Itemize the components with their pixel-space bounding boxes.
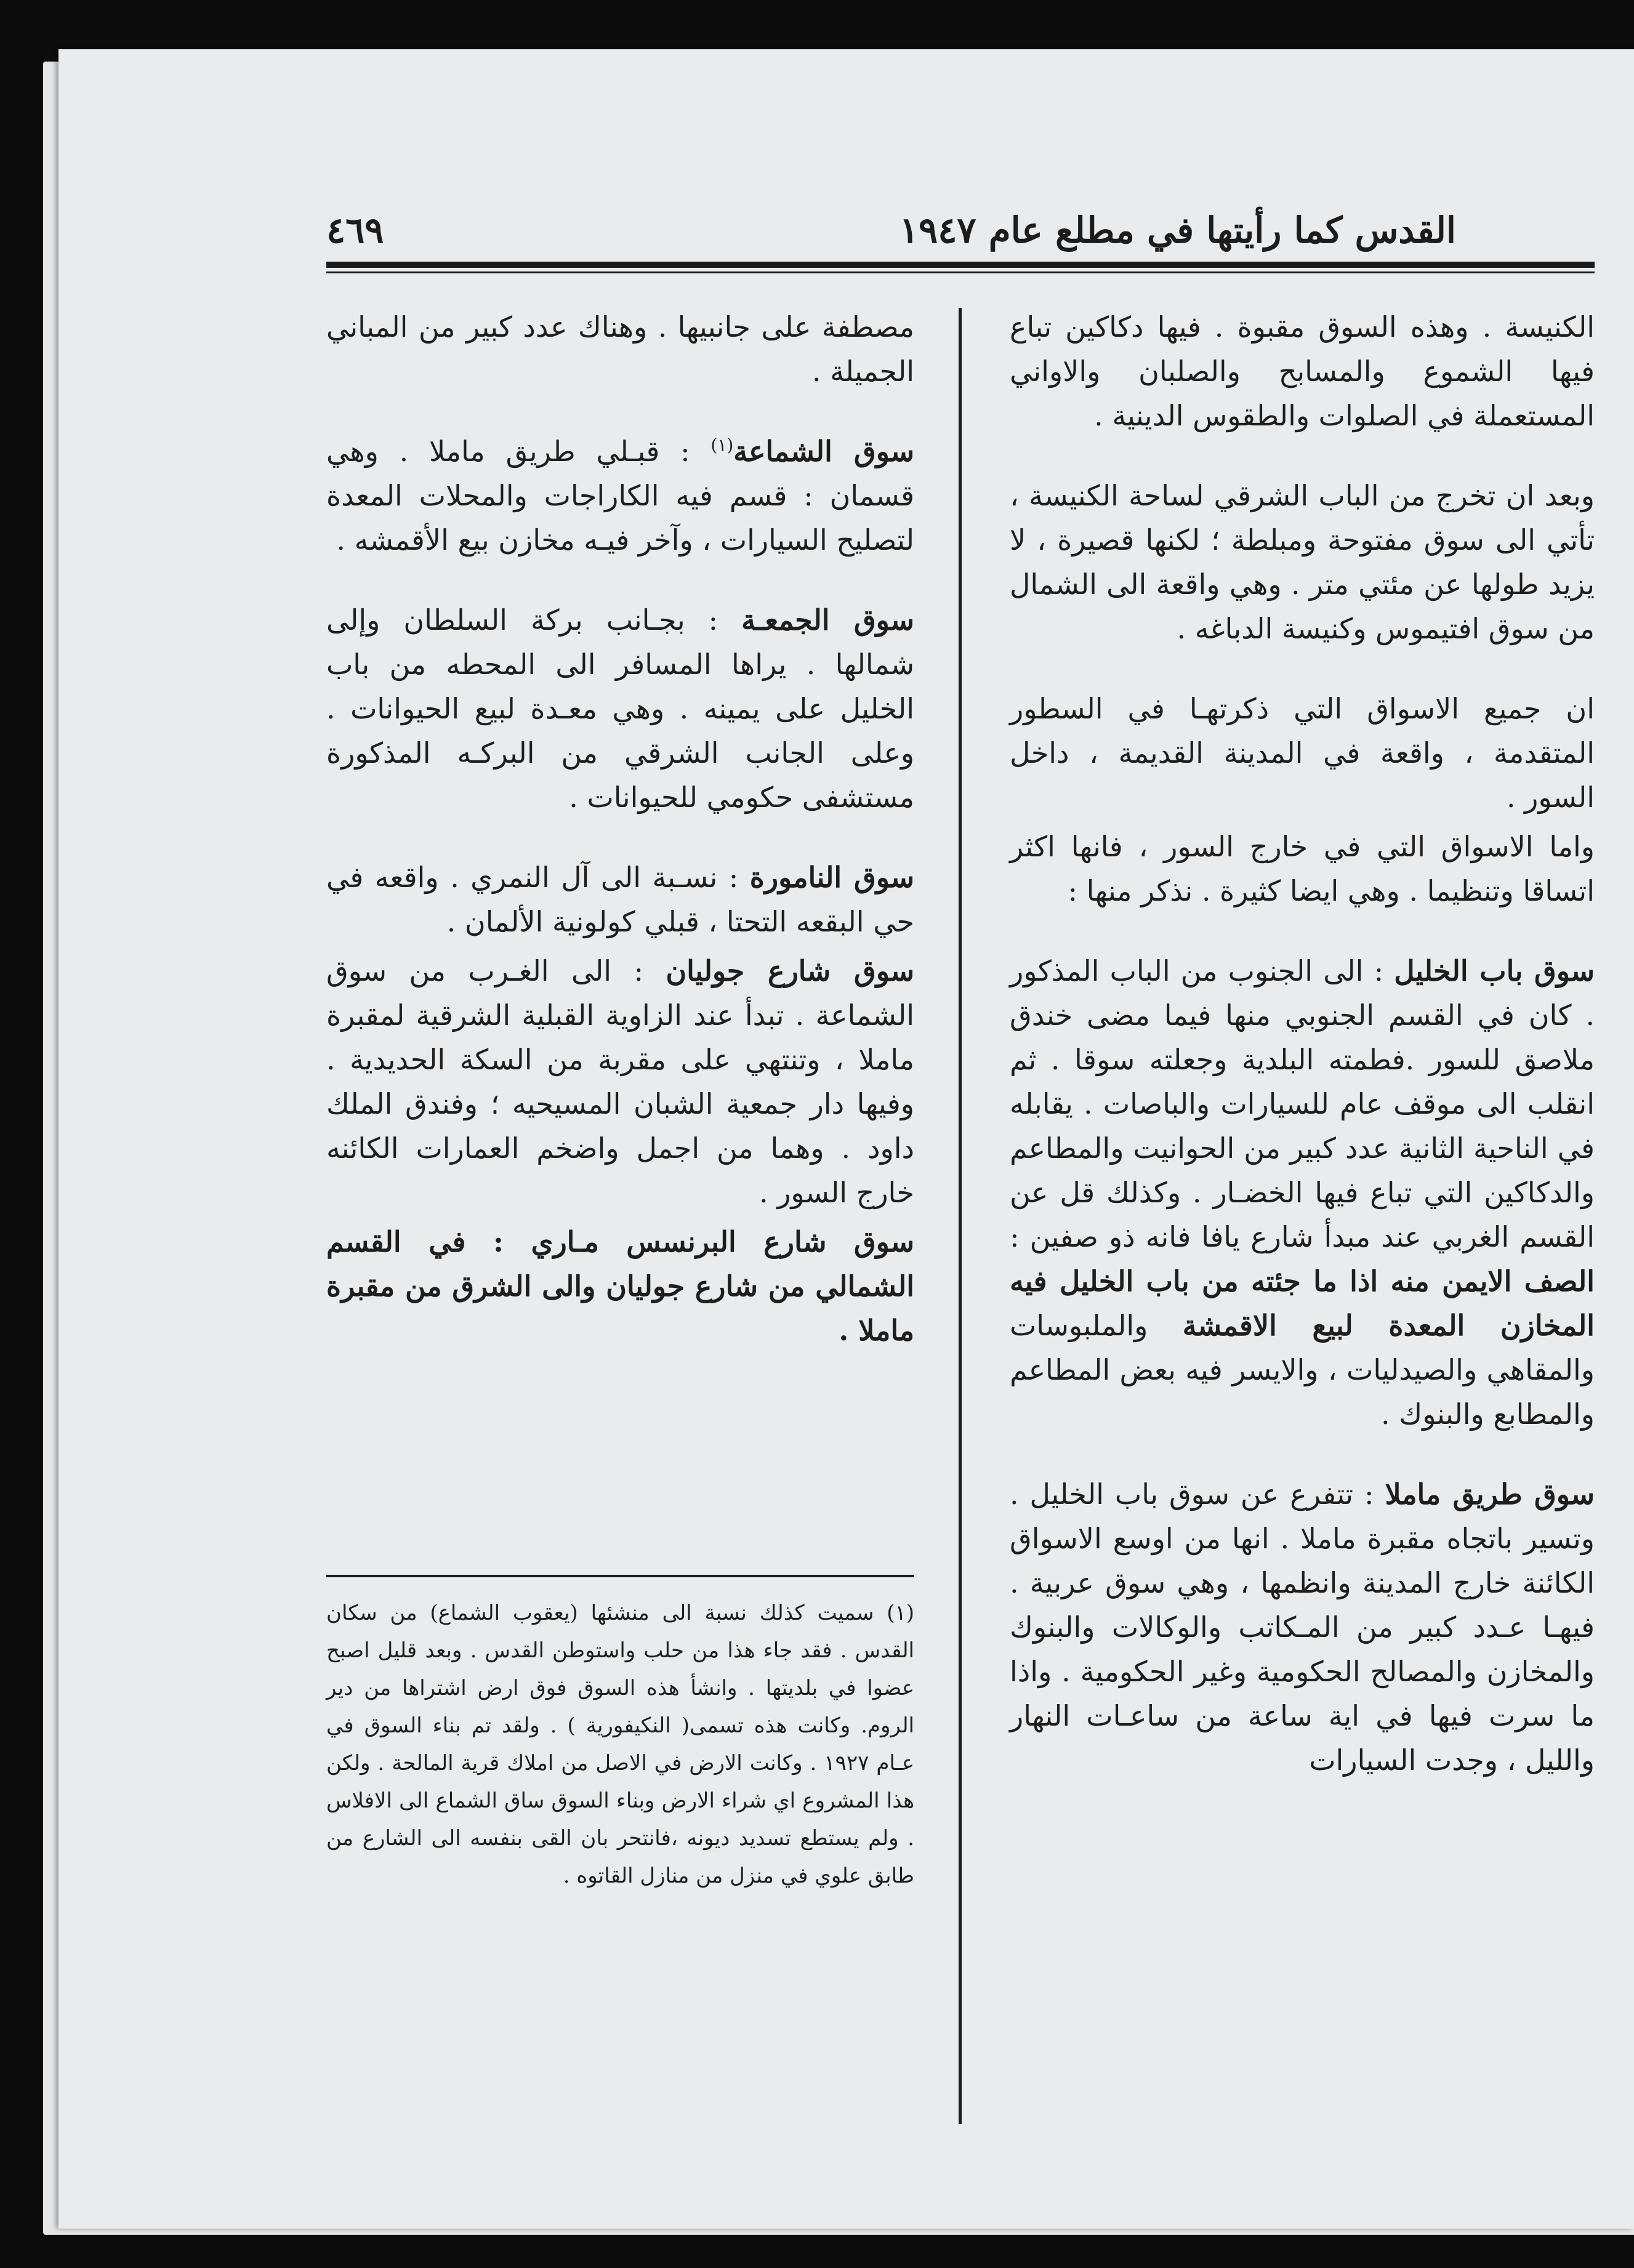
section-text: : قبـلي طريق ماملا . وهي قسمان : قسم فيه الكاراجات والمحلات المعدة لتصليح السيارات ، وآخر فيـه مخازن بيع الأقمشه . bbox=[326, 435, 914, 557]
section-text: : تتفرع عن سوق باب الخليل . وتسير باتجاه مقبرة ماملا . انها من اوسع الاسواق الكائنة خارج المدينة وانظمها ، وهي سوق عربية . فيهـا عـدد كبير من المـكاتب والوكالات والبنوك والمخازن والمصالح الحكومية وغير الحكومية . واذا ما سرت فيها في اية ساعة من ساعـات النهار والليل ، وجدت السيارات bbox=[1010, 1478, 1595, 1777]
section-emphasis: الصف الايمن منه اذا ما جئته من باب الخليل فيه المخازن المعدة لبيع الاقمشة bbox=[1010, 1265, 1595, 1342]
section-mamilla-road bbox=[1010, 1472, 1595, 1782]
section-text: : بجـانب بركة السلطان وإلى شمالها . يراها المسافر الى المحطه من باب الخليل على يمينه . وهي معـدة لبيع الحيوانات . وعلى الجانب الشرقي من البركـه المذكورة مستشفى حكومي للحيوانات . bbox=[326, 603, 914, 814]
paragraph: ان جميع الاسواق التي ذكرتهـا في السطور المتقدمة ، واقعة في المدينة القديمة ، داخل السور . bbox=[1010, 692, 1595, 814]
section-text: : نسـبة الى آل النمري . واقعه في حي البقعه التحتا ، قبلي كولونية الألمان . bbox=[326, 861, 914, 938]
footnote: (١) سميت كذلك نسبة الى منشئها (يعقوب الشماع) من سكان القدس . فقد جاء هذا من حلب واستوطن القدس . وبعد قليل اصبح عضوا في بلديتها . وانشأ هذه السوق فوق ارض اشتراها من دير الروم. وكانت هذه تسمى( النكيفورية ) . ولقد تم بناء السوق في عـام ١٩٢٧ . وكانت الارض في الاصل من املاك قرية المالحة . ولكن هذا المشروع اي شراء الارض وبناء السوق ساق الشماع الى الافلاس . ولم يستطع تسديد ديونه ،فانتحر بان القى بنفسه الى الشارع من طابق علوي في منزل من منازل القاتوه . bbox=[326, 1601, 915, 1888]
section-text: : الى الغـرب من سوق الشماعة . تبدأ عند الزاوية القبلية الشرقية لمقبرة ماملا ، وتنتهي على مقربة من السكة الحديدية . وفيها دار جمعية الشبان المسيحيه ؛ وفندق الملك داود . وهما من اجمل واضخم العمارات الكائنه خارج السور . bbox=[326, 954, 914, 1209]
section-heading: سوق النامورة bbox=[749, 861, 914, 894]
section-princess-mary-street bbox=[326, 1220, 914, 1353]
section-heading: سوق شارع جوليان bbox=[666, 954, 914, 987]
page-header bbox=[326, 203, 1595, 271]
section-bab-al-khalil bbox=[1010, 949, 1595, 1436]
right-column bbox=[1010, 305, 1595, 1818]
section-heading: سوق شارع البرنسس مـاري bbox=[531, 1225, 914, 1258]
section-heading: سوق طريق ماملا bbox=[1385, 1478, 1595, 1511]
paragraph: واما الاسواق التي في خارج السور ، فانها اكثر اتساقا وتنظيما . وهي ايضا كثيرة . نذكر منها : bbox=[1010, 830, 1595, 907]
section-juma bbox=[326, 598, 914, 819]
header-rule-thin bbox=[326, 271, 1595, 273]
footnote-marker: (١) bbox=[710, 435, 734, 456]
paragraph: الكنيسة . وهذه السوق مقبوة . فيها دكاكين تباع فيها الشموع والمسابح والصلبان والاواني المستعملة في الصلوات والطقوس الدينية . bbox=[1010, 310, 1595, 432]
section-text: : الى الجنوب من الباب المذكور . كان في القسم الجنوبي منها فيما مضى خندق ملاصق للسور .فطمته البلدية وجعلته سوقا . ثم انقلب الى موقف عام للسيارات والباصات . يقابله في الناحية الثانية عدد كبير من الحوانيت والمطاعم والدكاكين التي تباع فيها الخضـار . وكذلك قل عن القسم الغربي عند مبدأ شارع يافا فانه ذو صفين : bbox=[1010, 954, 1595, 1253]
paragraph: وبعد ان تخرج من الباب الشرقي لساحة الكنيسة ، تأتي الى سوق مفتوحة ومبلطة ؛ لكنها قصيرة ، لا يزيد طولها عن مئتي متر . وهي واقعة الى الشمال من سوق افتيموس وكنيسة الدباغه . bbox=[1010, 479, 1595, 645]
running-title: القدس كما رأيتها في مطلع عام ١٩٤٧ bbox=[899, 209, 1456, 251]
section-text: والملبوسات والمقاهي والصيدليات ، والايسر فيه بعض المطاعم والمطابع والبنوك . bbox=[1010, 1309, 1595, 1431]
column-divider bbox=[959, 308, 962, 2124]
left-column bbox=[326, 305, 914, 1388]
section-heading: سوق الجمعـة bbox=[741, 603, 914, 637]
section-text: : في القسم الشمالي من شارع جوليان والى الشرق من مقبرة ماملا . bbox=[326, 1225, 914, 1347]
paragraph: مصطفة على جانبيها . وهناك عدد كبير من المباني الجميلة . bbox=[326, 310, 914, 388]
footnote-rule bbox=[326, 1575, 914, 1577]
header-rule-thick bbox=[326, 262, 1595, 268]
section-shamaa bbox=[326, 429, 914, 562]
section-namura bbox=[326, 855, 914, 944]
section-heading: سوق باب الخليل bbox=[1394, 954, 1595, 987]
page-number: ٤٦٩ bbox=[326, 209, 384, 251]
section-heading: سوق الشماعة bbox=[733, 435, 915, 468]
section-julian-street bbox=[326, 949, 914, 1215]
